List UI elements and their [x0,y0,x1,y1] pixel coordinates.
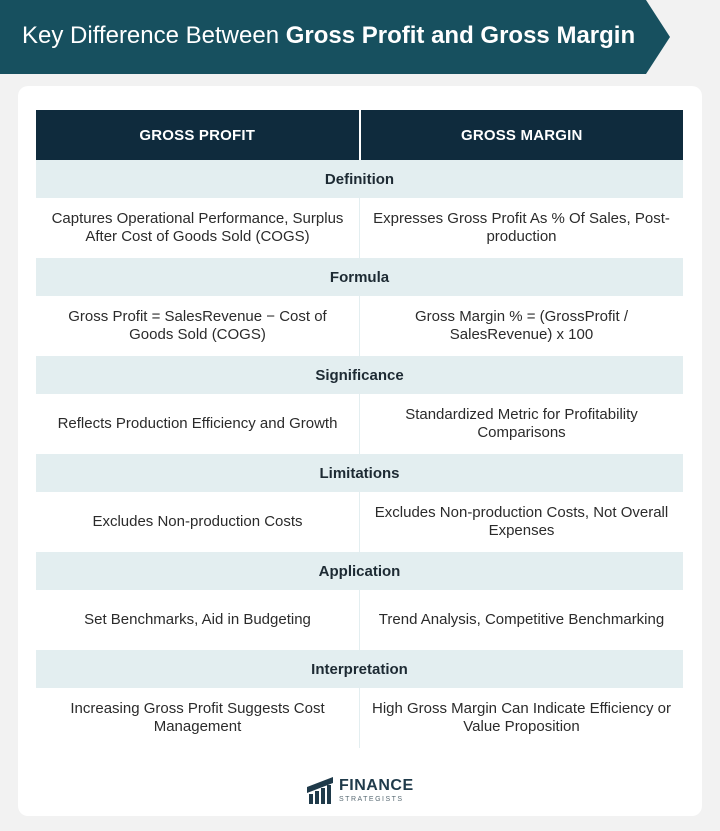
table-row [36,688,683,748]
comparison-table [36,110,683,748]
section-header-limitations: Limitations [36,454,683,492]
table-row [36,590,683,650]
logo-name: FINANCE [339,776,414,794]
page-title [22,22,635,50]
column-header-gross-profit: GROSS PROFIT [139,126,256,144]
table-row [36,492,683,552]
section-header-interpretation: Interpretation [36,650,683,688]
gross-profit-cell: Captures Operational Performance, Surplus After Cost of Goods Sold (COGS) [51,210,344,245]
gross-margin-cell: Trend Analysis, Competitive Benchmarking [359,590,683,650]
gross-margin-cell: High Gross Margin Can Indicate Efficiency or Value Proposition [359,688,683,748]
gross-profit-cell: Set Benchmarks, Aid in Budgeting [84,611,311,628]
section-header-definition: Definition [36,160,683,198]
table-row [36,198,683,258]
section-header-formula: Formula [36,258,683,296]
gross-margin-cell: Gross Margin % = (GrossProfit / SalesRevenue) x 100 [359,296,683,356]
section-header-significance: Significance [36,356,683,394]
page-title-regular: Key Difference Between [22,22,286,49]
table-header [36,110,683,160]
gross-margin-cell: Expresses Gross Profit As % Of Sales, Post-production [359,198,683,258]
finance-strategists-logo [305,773,425,807]
gross-profit-cell: Reflects Production Efficiency and Growth [57,415,338,432]
finance-strategists-logo-icon [305,775,335,805]
table-row [36,296,683,356]
gross-profit-cell: Excludes Non-production Costs [92,513,303,530]
gross-margin-cell: Standardized Metric for Profitability Comparisons [359,394,683,454]
gross-margin-cell: Excludes Non-production Costs, Not Overall Expenses [359,492,683,552]
page-title-bold: Gross Profit and Gross Margin [285,22,636,49]
logo-wordmark [339,778,414,803]
gross-profit-cell: Gross Profit = SalesRevenue − Cost of Goods Sold (COGS) [68,308,327,343]
logo-subtitle: STRATEGISTS [339,795,404,803]
gross-profit-cell: Increasing Gross Profit Suggests Cost Management [70,700,325,735]
section-header-application: Application [36,552,683,590]
table-row [36,394,683,454]
column-header-gross-margin: GROSS MARGIN [359,110,684,160]
